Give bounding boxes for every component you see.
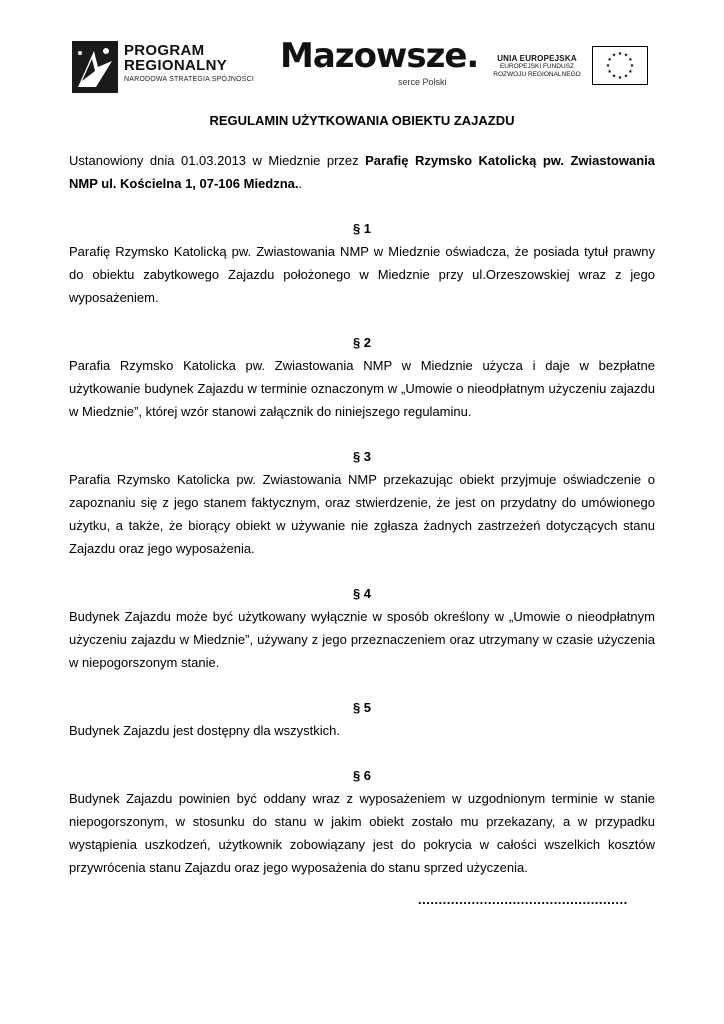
svg-text:★: ★ bbox=[623, 73, 629, 80]
eu-line2: EUROPEJSKI FUNDUSZ bbox=[499, 63, 575, 70]
section-2-mark: § 2 bbox=[352, 335, 372, 350]
intro-bold: Parafię Rzymsko Katolicką pw. Zwiastowania NMP ul. Kościelna 1, 07-106 Miedzna. bbox=[69, 153, 655, 191]
program-regionalny-logo-icon bbox=[72, 41, 118, 93]
svg-text:★: ★ bbox=[607, 69, 612, 75]
eu-line3: ROZWOJU REGIONALNEGO bbox=[493, 71, 581, 78]
eu-text bbox=[488, 54, 586, 79]
section-1-text: Parafię Rzymsko Katolicką pw. Zwiastowania NMP w Miedznie oświadcza, że posiada tytuł prawny do obiektu zabytkowego Zajazdu położonego w Miedznie przy ul.Orzeszowskiej wraz z jego wyposażeniem. bbox=[69, 244, 655, 305]
intro-end: . bbox=[298, 176, 303, 191]
svg-text:★: ★ bbox=[628, 69, 633, 75]
section-2-text: Parafia Rzymsko Katolicka pw. Zwiastowania NMP w Miedznie użycza i daje w bezpłatne użytkowanie budynek Zajazdu w terminie oznaczonym w „Umowie o nieodpłatnym użyczeniu zajazdu w Miedznie”, której wzór stanowi załącznik do niniejszego regulaminu. bbox=[69, 358, 655, 419]
mazowsze-subtitle: serce Polski bbox=[398, 77, 447, 87]
section-4-text: Budynek Zajazdu może być użytkowany wyłącznie w sposób określony w „Umowie o nieodpłatnym użyczeniu zajazdu w Miedznie”, używany z jego przeznaczeniem oraz utrzymany w czasie użyczenia w niepogorszonym stanie. bbox=[69, 609, 655, 670]
eu-flag-icon bbox=[592, 46, 648, 85]
svg-text:★: ★ bbox=[623, 52, 629, 59]
section-5-text: Budynek Zajazdu jest dostępny dla wszystkich. bbox=[69, 723, 340, 738]
svg-text:★: ★ bbox=[605, 63, 611, 69]
svg-text:★: ★ bbox=[628, 57, 633, 63]
section-6-mark: § 6 bbox=[352, 768, 372, 783]
svg-text:★: ★ bbox=[629, 63, 635, 69]
section-1-mark: § 1 bbox=[352, 221, 372, 236]
eu-line1: UNIA EUROPEJSKA bbox=[497, 54, 577, 63]
svg-text:★: ★ bbox=[611, 52, 617, 59]
program-line3: NARODOWA STRATEGIA SPÓJNOŚCI bbox=[124, 76, 255, 83]
mazowsze-logo bbox=[280, 36, 479, 87]
section-5-mark: § 5 bbox=[352, 700, 372, 715]
section-3-text: Parafia Rzymsko Katolicka pw. Zwiastowania NMP przekazując obiekt przyjmuje oświadczenie o zapoznaniu się z jego stanem faktycznym, oraz stwierdzenie, że jest on przydatny do umówionego użytku, a także, że biorący obiekt w używanie nie zgłasza żadnych zastrzeżeń dotyczących stanu Zajazdu oraz jego wyposażenia. bbox=[69, 472, 655, 556]
intro-plain: Ustanowiony dnia 01.03.2013 w Miedznie przez bbox=[69, 153, 366, 168]
program-line2: REGIONALNY bbox=[124, 57, 228, 74]
document-body bbox=[69, 112, 655, 879]
section-4-mark: § 4 bbox=[352, 586, 372, 601]
program-regionalny-text bbox=[124, 43, 254, 83]
page-header bbox=[72, 36, 652, 98]
svg-text:★: ★ bbox=[617, 75, 623, 81]
signature-line: ................................................... bbox=[418, 892, 628, 907]
mazowsze-word: Mazowsze. bbox=[280, 36, 479, 76]
svg-text:★: ★ bbox=[611, 73, 617, 80]
section-6-text: Budynek Zajazdu powinien być oddany wraz z wyposażeniem w uzgodnionym terminie w stanie niepogorszonym, w stosunku do stanu w jakim obiekt zostało mu przekazany, a w przypadku wystąpienia uszkodzeń, użytkownik zobowiązany jest do pokrycia w całości wszelkich kosztów przywrócenia stanu Zajazdu oraz jego wyposażenia do stanu sprzed użyczenia. bbox=[69, 791, 655, 875]
program-line1: PROGRAM bbox=[124, 42, 205, 59]
intro-paragraph bbox=[69, 149, 655, 195]
svg-text:★: ★ bbox=[617, 51, 623, 57]
svg-text:★: ★ bbox=[607, 57, 612, 63]
document-title: REGULAMIN UŻYTKOWANIA OBIEKTU ZAJAZDU bbox=[209, 113, 515, 128]
section-3-mark: § 3 bbox=[352, 449, 372, 464]
